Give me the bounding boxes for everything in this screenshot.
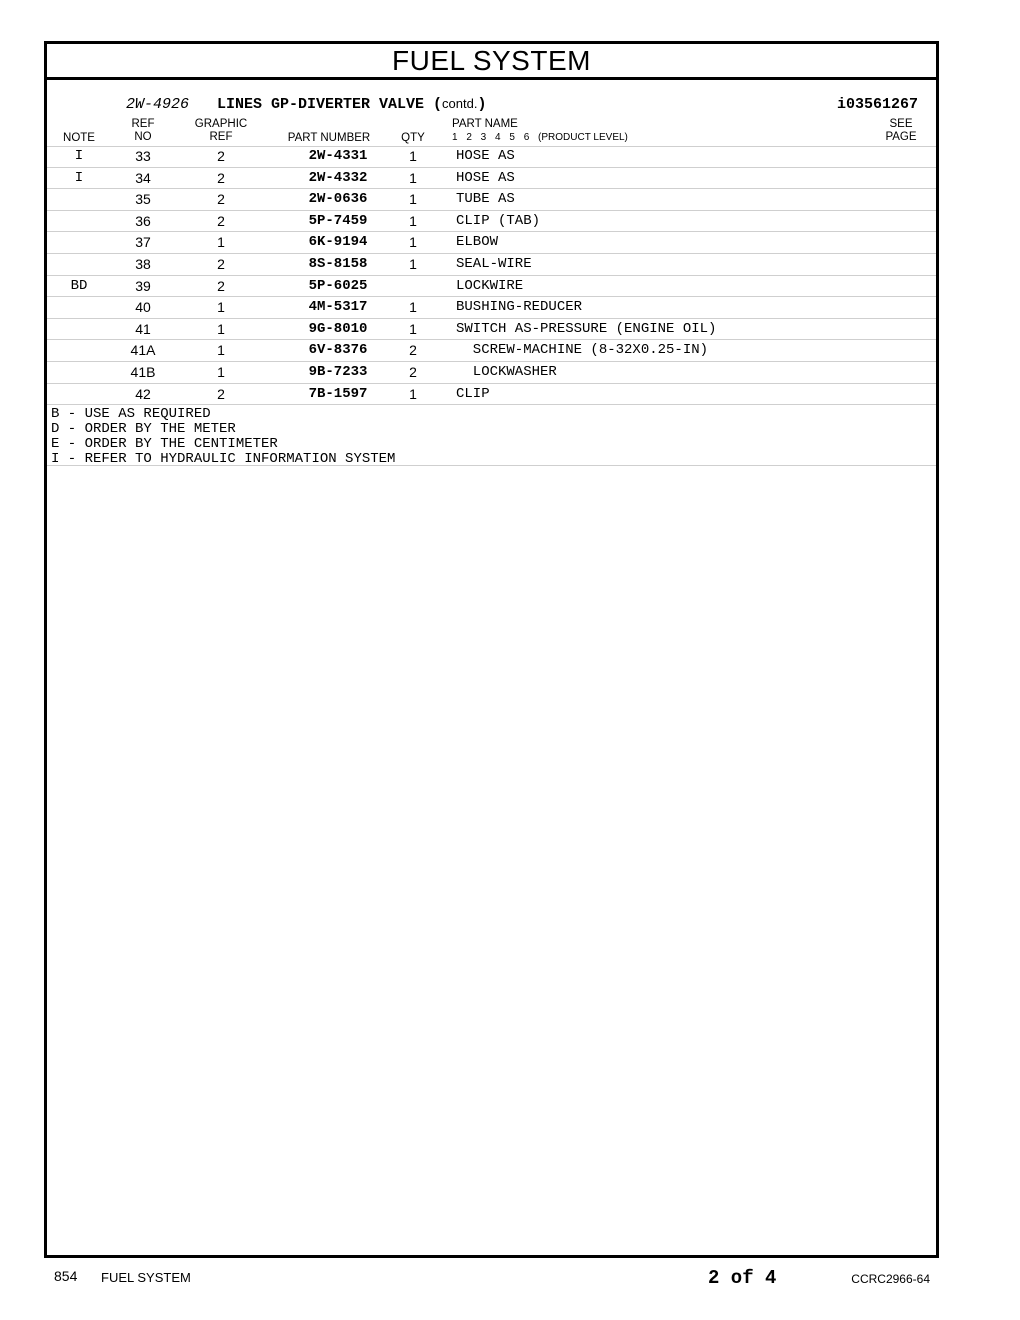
table-row: [47, 276, 936, 298]
footer-doc-code: CCRC2966-64: [851, 1272, 930, 1286]
table-row: [47, 319, 936, 341]
cell-ref-no: 41B: [130, 363, 156, 380]
table-row: [47, 189, 936, 211]
cell-ref-no: 37: [135, 234, 151, 251]
cell-part-number: 4M-5317: [308, 299, 368, 316]
cell-graphic-ref: 2: [217, 255, 225, 272]
cell-graphic-ref: 1: [217, 320, 225, 337]
cell-qty: 1: [409, 299, 417, 316]
cell-graphic-ref: 2: [217, 212, 225, 229]
page-title: FUEL SYSTEM: [47, 44, 936, 80]
table-row: [47, 362, 936, 384]
table-row: [47, 297, 936, 319]
cell-ref-no: 41: [135, 320, 151, 337]
header-part-name-line1: PART NAME: [452, 118, 518, 130]
cell-graphic-ref: 2: [217, 277, 225, 294]
header-note: NOTE: [63, 132, 95, 144]
cell-part-number: 5P-6025: [308, 277, 368, 294]
page-frame: [44, 41, 939, 1258]
cell-graphic-ref: 2: [217, 385, 225, 402]
cell-note: I: [74, 148, 84, 164]
cell-part-number: 7B-1597: [308, 385, 368, 402]
cell-part-name: LOCKWASHER: [456, 363, 557, 380]
header-see-line1: SEE: [889, 118, 913, 130]
group-name-text: LINES GP-DIVERTER VALVE (: [217, 96, 443, 113]
cell-part-name: SWITCH AS-PRESSURE (ENGINE OIL): [456, 320, 717, 337]
cell-ref-no: 36: [135, 212, 151, 229]
cell-ref-no: 39: [135, 277, 151, 294]
cell-qty: 1: [409, 191, 417, 208]
header-qty: QTY: [401, 132, 425, 144]
parts-table: [47, 146, 936, 405]
header-graphic-line2: REF: [209, 131, 233, 143]
footer-section: FUEL SYSTEM: [101, 1270, 191, 1285]
header-see-page: [877, 118, 925, 144]
note-line: B - USE AS REQUIRED: [51, 406, 211, 422]
header-see-line2: PAGE: [885, 131, 917, 143]
cell-graphic-ref: 1: [217, 363, 225, 380]
cell-graphic-ref: 1: [217, 299, 225, 316]
header-product-levels: [452, 131, 628, 144]
column-headers: [47, 118, 936, 147]
cell-part-name: SEAL-WIRE: [456, 255, 532, 272]
cell-part-number: 6K-9194: [308, 234, 368, 251]
notes-legend: [51, 407, 395, 467]
cell-part-name: TUBE AS: [456, 191, 515, 208]
cell-qty: 1: [409, 212, 417, 229]
footer-page-number: 854: [54, 1268, 78, 1284]
cell-qty: 1: [409, 320, 417, 337]
table-row: [47, 384, 936, 406]
cell-part-number: 5P-7459: [308, 212, 368, 229]
cell-graphic-ref: 2: [217, 148, 225, 164]
note-line: I - REFER TO HYDRAULIC INFORMATION SYSTEM: [51, 451, 396, 467]
cell-part-name: SCREW-MACHINE (8-32X0.25-IN): [456, 342, 709, 359]
header-ref-line1: REF: [131, 118, 155, 130]
cell-part-name: CLIP (TAB): [456, 212, 541, 229]
table-row: [47, 168, 936, 190]
cell-ref-no: 35: [135, 191, 151, 208]
cell-part-name: CLIP: [456, 385, 490, 402]
cell-part-number: 9G-8010: [308, 320, 368, 337]
cell-qty: 1: [409, 148, 417, 164]
table-row: [47, 232, 936, 254]
group-name: [217, 96, 486, 113]
table-row: [47, 340, 936, 362]
cell-graphic-ref: 1: [217, 234, 225, 251]
header-product-level-label: (PRODUCT LEVEL): [538, 132, 628, 143]
cell-part-name: BUSHING-REDUCER: [456, 299, 583, 316]
cell-note: BD: [70, 277, 88, 294]
notes-divider: [47, 465, 936, 466]
cell-part-name: HOSE AS: [456, 148, 515, 164]
cell-part-number: 9B-7233: [308, 363, 368, 380]
group-number: 2W-4926: [126, 96, 190, 113]
cell-qty: 1: [409, 169, 417, 186]
cell-ref-no: 33: [135, 148, 151, 164]
cell-ref-no: 40: [135, 299, 151, 316]
cell-qty: 1: [409, 255, 417, 272]
note-line: D - ORDER BY THE METER: [51, 421, 236, 437]
header-graphic-ref: [187, 118, 255, 144]
cell-ref-no: 41A: [130, 342, 156, 359]
cell-ref-no: 38: [135, 255, 151, 272]
cell-note: I: [74, 169, 84, 186]
table-row: [47, 254, 936, 276]
page-footer: [0, 1265, 1020, 1295]
cell-part-number: 2W-4332: [308, 169, 368, 186]
header-ref-no: [123, 118, 163, 144]
group-contd: contd.: [442, 96, 478, 111]
cell-qty: 2: [409, 342, 417, 359]
cell-qty: 2: [409, 363, 417, 380]
cell-part-name: HOSE AS: [456, 169, 515, 186]
header-ref-line2: NO: [134, 131, 152, 143]
footer-page-of: 2 of 4: [708, 1267, 777, 1289]
group-header: [47, 96, 936, 118]
cell-part-number: 2W-0636: [308, 191, 368, 208]
cell-qty: 1: [409, 385, 417, 402]
note-line: E - ORDER BY THE CENTIMETER: [51, 436, 278, 452]
cell-qty: 1: [409, 234, 417, 251]
cell-graphic-ref: 1: [217, 342, 225, 359]
table-row: [47, 211, 936, 233]
table-row: [47, 146, 936, 168]
group-id: i03561267: [836, 96, 918, 113]
cell-part-number: 6V-8376: [308, 342, 368, 359]
cell-graphic-ref: 2: [217, 191, 225, 208]
cell-graphic-ref: 2: [217, 169, 225, 186]
cell-ref-no: 42: [135, 385, 151, 402]
header-part-number: PART NUMBER: [287, 132, 371, 144]
cell-part-name: ELBOW: [456, 234, 499, 251]
header-levels-digits: 1 2 3 4 5 6: [452, 132, 530, 143]
cell-part-number: 2W-4331: [308, 148, 368, 164]
cell-ref-no: 34: [135, 169, 151, 186]
group-close: ): [477, 96, 487, 113]
header-part-name: [452, 118, 628, 144]
cell-part-name: LOCKWIRE: [456, 277, 524, 294]
header-graphic-line1: GRAPHIC: [194, 118, 248, 130]
cell-part-number: 8S-8158: [308, 255, 368, 272]
